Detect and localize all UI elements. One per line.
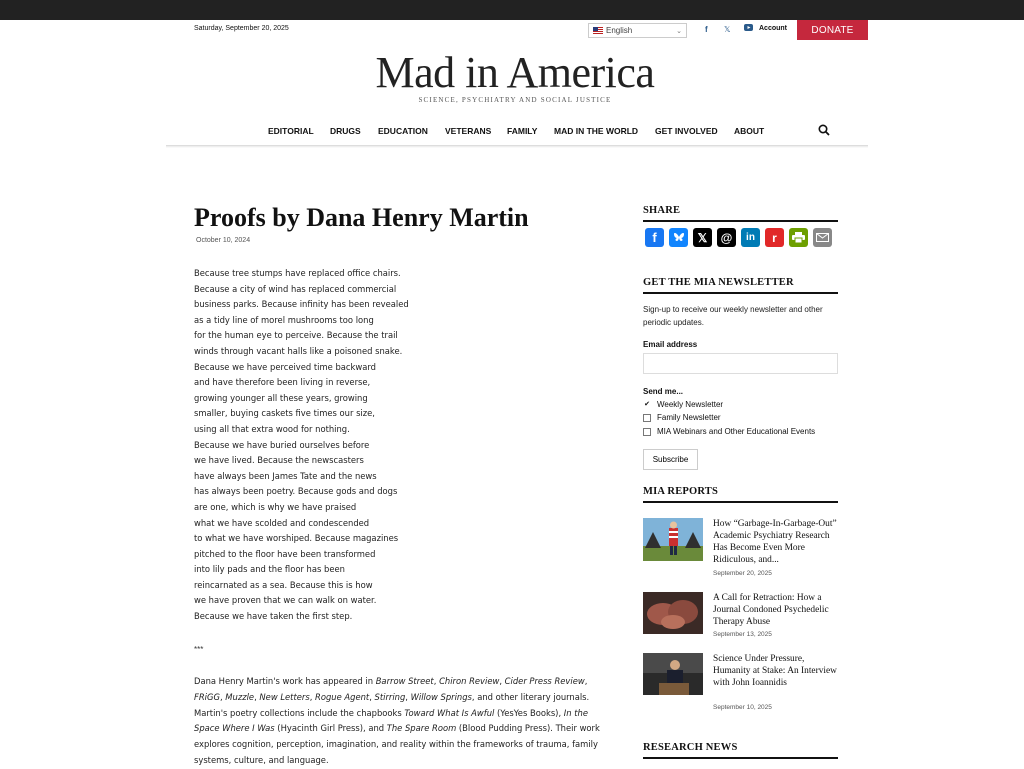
- email-label: Email address: [643, 340, 698, 349]
- research-news-section: [643, 742, 838, 759]
- report-thumbnail[interactable]: [643, 592, 703, 634]
- poem-line: we have proven that we can walk on water.: [194, 595, 377, 606]
- language-label: English: [606, 26, 633, 35]
- bio-sep: ,: [499, 676, 505, 686]
- poem-line: pitched to the floor have been transformed: [194, 548, 376, 559]
- option-weekly-newsletter[interactable]: [643, 400, 723, 409]
- bio-text: Dana Henry Martin's work has appeared in: [194, 676, 376, 686]
- reports-heading: MIA REPORTS: [643, 486, 838, 503]
- donate-button[interactable]: DONATE: [797, 20, 868, 40]
- checkbox[interactable]: [643, 414, 651, 422]
- send-me-label: Send me...: [643, 387, 684, 396]
- chevron-down-icon: ⌄: [676, 27, 682, 35]
- poem-line: using all that extra wood for nothing.: [194, 423, 350, 434]
- journal-title: New Letters: [259, 691, 310, 702]
- bio-sep: ,: [254, 691, 260, 702]
- poem-line: Because tree stumps have replaced office chairs.: [194, 268, 401, 278]
- poem-line: for the human eye to perceive. Because the trail: [194, 330, 398, 341]
- bio-sep: ,: [219, 691, 226, 702]
- poem-line: reincarnated as a sea. Because this is how: [194, 579, 373, 590]
- language-selector[interactable]: [588, 23, 687, 38]
- threads-share-icon[interactable]: @: [717, 228, 736, 247]
- author-bio: [194, 674, 614, 769]
- nav-veterans[interactable]: VETERANS: [445, 126, 492, 136]
- option-label: Family Newsletter: [657, 413, 721, 422]
- journal-title: Rogue Agent: [315, 691, 370, 702]
- poem-line: Because we have buried ourselves before: [194, 439, 370, 450]
- newsletter-section: [643, 277, 838, 294]
- share-heading: SHARE: [643, 205, 838, 222]
- facebook-share-icon[interactable]: f: [645, 228, 664, 247]
- site-tagline: SCIENCE, PSYCHIATRY AND SOCIAL JUSTICE: [418, 96, 612, 104]
- header-divider: [166, 145, 868, 148]
- site-logo[interactable]: Mad in America: [375, 48, 655, 97]
- poem-line: smaller, buying caskets five times our size,: [194, 408, 375, 419]
- report-date: September 20, 2025: [713, 570, 772, 577]
- nav-about[interactable]: ABOUT: [734, 126, 765, 136]
- poem-line: Because we have perceived time backward: [194, 361, 376, 372]
- account-link[interactable]: Account: [759, 25, 787, 32]
- share-buttons: [645, 228, 832, 247]
- poem-line: to what we have worshiped. Because magazines: [194, 533, 399, 544]
- us-flag-icon: [593, 27, 603, 34]
- facebook-icon[interactable]: f: [705, 25, 708, 34]
- nav-get-involved[interactable]: GET INVOLVED: [655, 126, 718, 136]
- email-share-icon[interactable]: [813, 228, 832, 247]
- bio-text: , and other literary journals. Martin's poetry collections include the chapbooks: [194, 691, 590, 718]
- linkedin-share-icon[interactable]: in: [741, 228, 760, 247]
- poem-line: growing younger all these years, growing: [194, 392, 368, 403]
- nav-mad-in-the-world[interactable]: MAD IN THE WORLD: [554, 126, 639, 136]
- subscribe-button[interactable]: Subscribe: [643, 449, 698, 470]
- research-news-heading: RESEARCH NEWS: [643, 742, 838, 759]
- poem-line: Because a city of wind has replaced commercial: [194, 283, 397, 294]
- poem-line: winds through vacant halls like a poisoned snake.: [194, 345, 403, 356]
- poem-body: [194, 266, 409, 625]
- bio-sep: ,: [369, 691, 375, 702]
- poem-line: and have therefore been living in reverse,: [194, 377, 371, 388]
- report-date: September 10, 2025: [713, 704, 772, 711]
- report-thumbnail[interactable]: [643, 518, 703, 561]
- bio-sep: ,: [433, 676, 440, 686]
- x-share-icon[interactable]: 𝕏: [693, 228, 712, 247]
- bio-sep: ,: [584, 676, 588, 686]
- book-title: The Spare Room: [386, 723, 457, 734]
- book-title: Toward What Is Awful: [404, 707, 495, 718]
- report-title[interactable]: Science Under Pressure, Humanity at Stake: An Interview with John Ioannidis: [713, 654, 837, 688]
- report-thumbnail[interactable]: [643, 653, 703, 695]
- journal-title: Barrow Street: [375, 676, 434, 686]
- bio-text: (Hyacinth Girl Press), and: [274, 723, 387, 734]
- option-label: Weekly Newsletter: [657, 400, 724, 409]
- bluesky-share-icon[interactable]: [669, 228, 688, 247]
- top-dark-bar: [0, 0, 1024, 20]
- flipboard-share-icon[interactable]: r: [765, 228, 784, 247]
- poem-line: are one, which is why we have praised: [194, 501, 357, 512]
- journal-title: Chiron Review: [439, 676, 500, 686]
- bio-sep: ,: [309, 691, 316, 702]
- option-mia-webinars[interactable]: [643, 427, 815, 436]
- print-share-icon[interactable]: [789, 228, 808, 247]
- journal-title: Stirring: [374, 691, 406, 702]
- newsletter-description: Sign-up to receive our weekly newsletter and other periodic updates.: [643, 305, 823, 327]
- bio-text: (Blood Pudding Press). Their work explores cognition, perception, imagination, and reality within the frameworks of trauma, family systems, culture, and language.: [194, 723, 600, 765]
- bio-text: (YesYes Books),: [494, 707, 564, 718]
- main-nav: [268, 126, 774, 136]
- nav-family[interactable]: FAMILY: [507, 126, 538, 136]
- option-label: MIA Webinars and Other Educational Events: [657, 427, 816, 436]
- journal-title: Cider Press Review: [504, 676, 585, 686]
- poem-line: business parks. Because infinity has been revealed: [194, 299, 409, 310]
- nav-drugs[interactable]: DRUGS: [330, 126, 361, 136]
- poem-line: have always been James Tate and the news: [194, 470, 377, 481]
- option-family-newsletter[interactable]: [643, 413, 721, 422]
- newsletter-heading: GET THE MIA NEWSLETTER: [643, 277, 838, 294]
- poem-line: we have lived. Because the newscasters: [194, 455, 364, 466]
- poem-line: what we have scolded and condescended: [194, 517, 370, 528]
- poem-line: has always been poetry. Because gods and dogs: [194, 486, 398, 497]
- email-input[interactable]: [643, 353, 838, 374]
- journal-title: Willow Springs: [410, 691, 472, 702]
- post-date: October 10, 2024: [196, 237, 251, 244]
- report-title[interactable]: How “Garbage-In-Garbage-Out” Academic Psychiatry Research Has Become Even More Ridiculous, and...: [713, 519, 837, 565]
- share-section: [643, 205, 838, 222]
- reports-section: [643, 486, 838, 503]
- post-title: Proofs by Dana Henry Martin: [194, 203, 529, 232]
- bio-sep: ,: [405, 691, 411, 702]
- report-title[interactable]: A Call for Retraction: How a Journal Condoned Psychedelic Therapy Abuse: [713, 593, 829, 627]
- checkbox-checked[interactable]: ✔: [644, 400, 650, 408]
- poem-line: into lily pads and the floor has been: [194, 564, 345, 575]
- journal-title: FRiGG: [194, 691, 220, 702]
- section-separator: ***: [194, 645, 204, 654]
- poem-line: as a tidy line of morel mushrooms too long: [194, 314, 374, 325]
- x-twitter-icon[interactable]: 𝕏: [724, 25, 731, 34]
- poem-line: Because we have taken the first step.: [194, 611, 353, 622]
- nav-education[interactable]: EDUCATION: [378, 126, 428, 136]
- youtube-icon[interactable]: [744, 24, 753, 33]
- journal-title: Muzzle: [225, 691, 255, 702]
- nav-editorial[interactable]: EDITORIAL: [268, 126, 314, 136]
- checkbox[interactable]: [643, 428, 651, 436]
- search-icon[interactable]: [818, 124, 830, 136]
- book-title: In the Space Where I Was: [194, 707, 588, 734]
- current-date: Saturday, September 20, 2025: [194, 25, 289, 32]
- report-date: September 13, 2025: [713, 631, 772, 638]
